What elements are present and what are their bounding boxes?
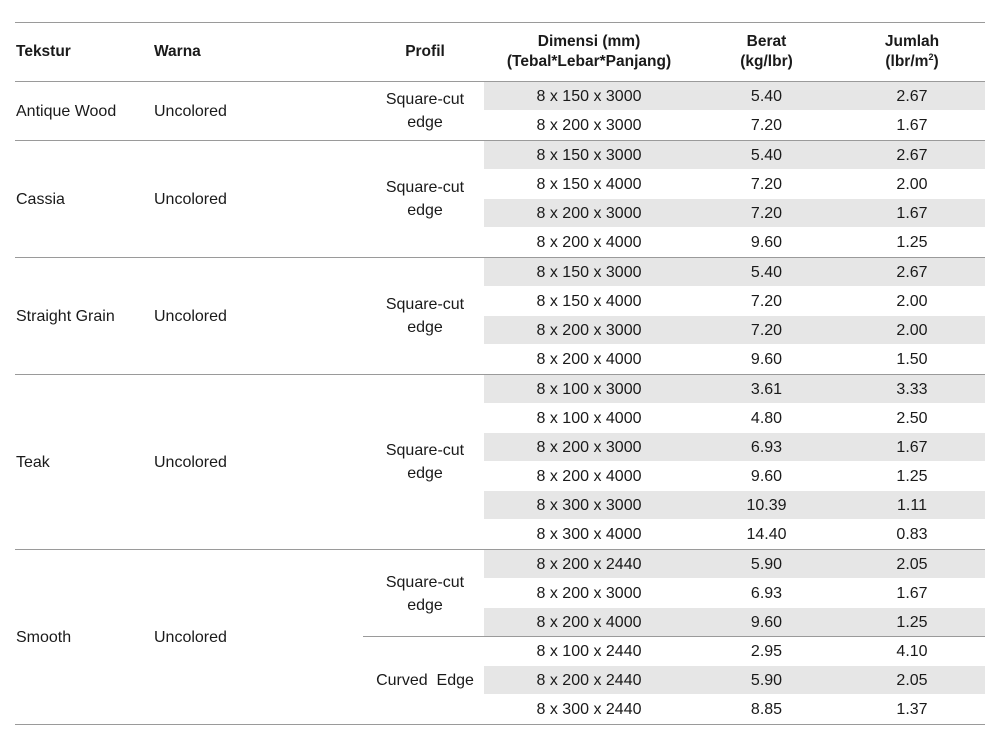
cell-jumlah: 2.00	[896, 176, 928, 193]
cell-berat: 7.20	[750, 117, 783, 134]
cell-profil: Square-cut edge	[385, 91, 469, 131]
cell-berat: 3.61	[750, 381, 783, 398]
cell-berat: 9.60	[750, 234, 783, 251]
cell-dimensi: 8 x 200 x 4000	[536, 351, 642, 368]
cell-dimensi: 8 x 150 x 4000	[536, 176, 642, 193]
cell-jumlah: 2.00	[896, 322, 928, 339]
cell-dimensi: 8 x 200 x 3000	[536, 322, 642, 339]
cell-jumlah: 1.50	[896, 351, 928, 368]
header-profil: Profil	[405, 43, 445, 60]
cell-dimensi: 8 x 200 x 3000	[536, 117, 642, 134]
cell-dimensi: 8 x 150 x 3000	[536, 88, 642, 105]
cell-dimensi: 8 x 100 x 4000	[536, 410, 642, 427]
cell-dimensi: 8 x 200 x 3000	[536, 439, 642, 456]
cell-dimensi: 8 x 300 x 3000	[536, 497, 642, 514]
cell-dimensi: 8 x 300 x 2440	[536, 701, 642, 718]
cell-berat: 9.60	[750, 351, 783, 368]
header-jumlah-unit-suffix: )	[933, 53, 939, 70]
cell-warna: Uncolored	[154, 307, 227, 325]
cell-jumlah: 1.67	[896, 117, 928, 134]
cell-jumlah: 2.05	[896, 556, 928, 573]
header-jumlah-unit-prefix: (lbr/m	[885, 53, 929, 70]
cell-berat: 4.80	[750, 410, 783, 427]
cell-jumlah: 2.05	[896, 672, 928, 689]
cell-profil: Square-cut edge	[385, 296, 469, 336]
header-jumlah-line1: Jumlah	[884, 33, 940, 50]
cell-dimensi: 8 x 100 x 2440	[536, 643, 642, 660]
cell-berat: 5.40	[750, 147, 783, 164]
cell-jumlah: 3.33	[896, 381, 928, 398]
cell-tekstur: Cassia	[16, 190, 65, 208]
cell-dimensi: 8 x 200 x 4000	[536, 614, 642, 631]
cell-dimensi: 8 x 200 x 2440	[536, 672, 642, 689]
cell-jumlah: 2.67	[896, 88, 928, 105]
header-berat-line2: (kg/lbr)	[740, 53, 793, 70]
cell-berat: 5.40	[750, 88, 783, 105]
cell-dimensi: 8 x 200 x 2440	[536, 556, 642, 573]
cell-berat: 7.20	[750, 176, 783, 193]
cell-jumlah: 1.11	[897, 497, 927, 514]
cell-jumlah: 1.25	[896, 468, 928, 485]
group-bottom-rule	[15, 724, 985, 725]
cell-tekstur: Straight Grain	[16, 307, 115, 325]
header-dimensi-line1: Dimensi (mm)	[537, 33, 641, 50]
cell-berat: 7.20	[750, 205, 783, 222]
cell-jumlah: 2.67	[896, 147, 928, 164]
header-jumlah	[839, 31, 985, 73]
cell-jumlah: 1.67	[896, 439, 928, 456]
header-berat-line1: Berat	[746, 33, 787, 50]
cell-berat: 5.40	[750, 264, 783, 281]
table-top-rule	[15, 22, 985, 23]
header-jumlah-unit-sup: 2	[928, 52, 934, 62]
cell-berat: 14.40	[746, 526, 787, 543]
cell-berat: 10.39	[746, 497, 787, 514]
cell-dimensi: 8 x 150 x 3000	[536, 264, 642, 281]
cell-berat: 9.60	[750, 468, 783, 485]
cell-warna: Uncolored	[154, 190, 227, 208]
cell-dimensi: 8 x 200 x 4000	[536, 468, 642, 485]
header-warna: Warna	[154, 43, 201, 60]
cell-berat: 2.95	[750, 643, 783, 660]
cell-jumlah: 2.00	[896, 293, 928, 310]
cell-jumlah: 1.67	[896, 585, 928, 602]
header-dimensi-line2: (Tebal*Lebar*Panjang)	[506, 53, 672, 70]
cell-profil: Curved Edge	[376, 672, 474, 689]
cell-tekstur: Teak	[16, 453, 50, 471]
cell-dimensi: 8 x 150 x 4000	[536, 293, 642, 310]
header-berat	[694, 31, 839, 73]
cell-berat: 7.20	[750, 322, 783, 339]
cell-berat: 6.93	[750, 585, 783, 602]
header-tekstur: Tekstur	[16, 43, 71, 60]
cell-jumlah: 1.67	[896, 205, 928, 222]
cell-dimensi: 8 x 200 x 4000	[536, 234, 642, 251]
cell-berat: 9.60	[750, 614, 783, 631]
cell-jumlah: 1.37	[896, 701, 928, 718]
cell-warna: Uncolored	[154, 102, 227, 120]
cell-dimensi: 8 x 300 x 4000	[536, 526, 642, 543]
cell-jumlah: 0.83	[896, 526, 928, 543]
cell-profil: Square-cut edge	[385, 442, 469, 482]
cell-berat: 7.20	[750, 293, 783, 310]
cell-tekstur: Smooth	[16, 628, 72, 646]
cell-jumlah: 1.25	[896, 234, 928, 251]
cell-dimensi: 8 x 200 x 3000	[536, 585, 642, 602]
cell-berat: 8.85	[750, 701, 783, 718]
cell-berat: 6.93	[750, 439, 783, 456]
cell-dimensi: 8 x 100 x 3000	[536, 381, 642, 398]
cell-jumlah: 2.67	[896, 264, 928, 281]
cell-dimensi: 8 x 150 x 3000	[536, 147, 642, 164]
cell-tekstur: Antique Wood	[16, 102, 117, 120]
cell-jumlah: 1.25	[896, 614, 928, 631]
cell-profil: Square-cut edge	[385, 179, 469, 219]
cell-jumlah: 2.50	[896, 410, 928, 427]
cell-profil: Square-cut edge	[385, 573, 469, 614]
header-jumlah-line2	[885, 52, 938, 72]
cell-warna: Uncolored	[154, 453, 227, 471]
cell-warna: Uncolored	[154, 628, 227, 646]
cell-berat: 5.90	[750, 556, 783, 573]
header-dimensi	[484, 31, 694, 73]
cell-jumlah: 4.10	[896, 643, 928, 660]
cell-dimensi: 8 x 200 x 3000	[536, 205, 642, 222]
cell-berat: 5.90	[750, 672, 783, 689]
